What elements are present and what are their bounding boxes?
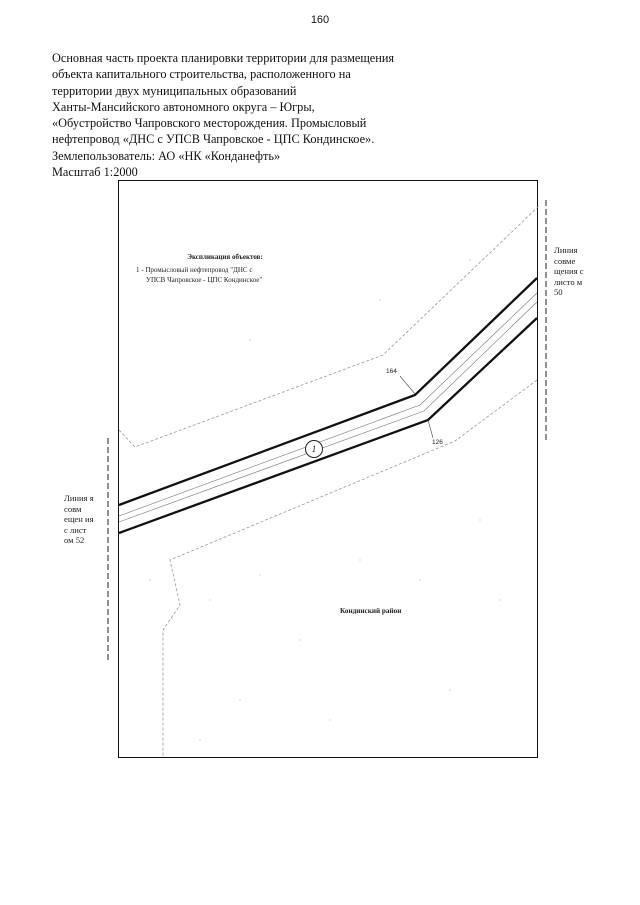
header-line: «Обустройство Чапровского месторождения. Промысловый: [52, 116, 367, 131]
territory-boundary-upper: [119, 205, 540, 447]
header-line: объекта капитального строительства, расположенного на: [52, 67, 351, 82]
header-line: Основная часть проекта планировки территории для размещения: [52, 51, 395, 65]
row-boundary-lower: [119, 318, 537, 533]
header-line: Ханты-Мансийского автономного округа – Югры,: [52, 99, 315, 114]
header-line: территории двух муниципальных образований: [52, 83, 297, 98]
legend-item: 1 - Промысловый нефтепровод "ДНС с: [136, 266, 253, 274]
legend: [130, 252, 320, 285]
matchline-note-right: Линия совме щения с листо м 50: [554, 245, 584, 298]
row-boundary-upper: [119, 278, 537, 505]
territory-boundary-lower: [163, 380, 537, 757]
header-line-land-user: Землепользователь: АО «НК «Конданефть»: [52, 148, 281, 163]
district-label: Кондинский район: [340, 607, 402, 615]
point-leader-lower: [428, 420, 433, 438]
object-number-marker: 1: [305, 440, 323, 458]
header-line-scale: Масштаб 1:2000: [52, 165, 138, 180]
matchline-note-left: Линия я совм ещен ия с лист ом 52: [64, 493, 94, 546]
legend-title: Экспликация объектов:: [187, 253, 263, 261]
point-label-upper: 164: [386, 368, 397, 375]
point-label-lower: 126: [432, 439, 443, 446]
header-line: нефтепровод «ДНС с УПСВ Чапровское - ЦПС Кондинское».: [52, 132, 375, 147]
legend-item: УПСВ Чапровское - ЦПС Кондинское": [146, 276, 263, 284]
point-leader-upper: [400, 376, 415, 394]
page-number: 160: [310, 14, 330, 26]
pipeline-axis-line: [119, 302, 537, 522]
